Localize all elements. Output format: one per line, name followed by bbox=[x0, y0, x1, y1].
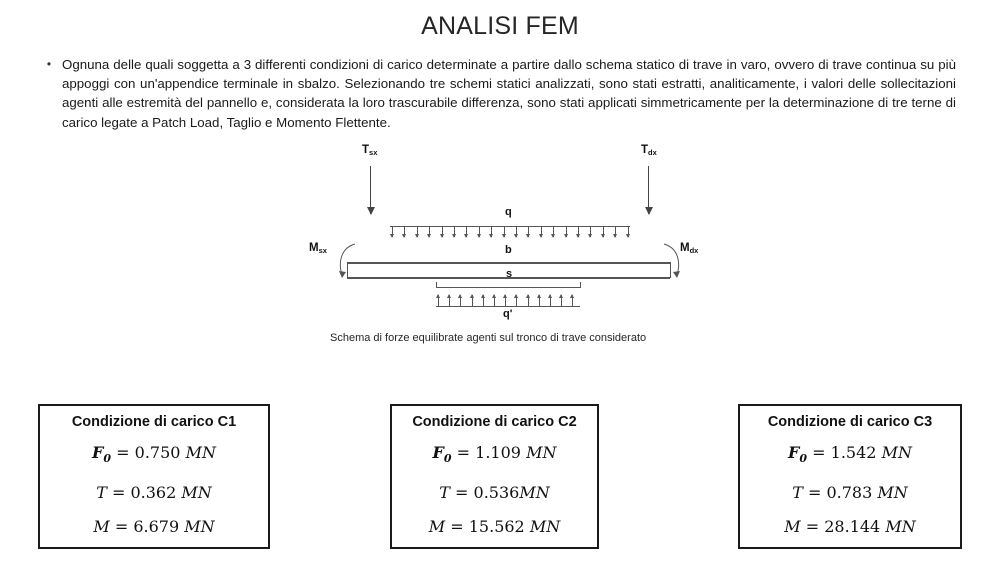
condition-f0: $F_0 = 1.542$ MN bbox=[788, 443, 912, 466]
load-conditions-group bbox=[0, 404, 1000, 556]
q-prime-load-arrow-icon bbox=[483, 295, 484, 306]
condition-m: M = 6.679 MN bbox=[93, 517, 215, 537]
q-prime-load-arrow-icon bbox=[505, 295, 506, 306]
q-load-arrow-icon bbox=[603, 226, 604, 237]
s-span-left-tick bbox=[436, 282, 437, 288]
label-t-left: $T_{sx}$ bbox=[362, 143, 378, 157]
q-load-arrow-icon bbox=[429, 226, 430, 237]
q-prime-load-arrow-icon bbox=[528, 295, 529, 306]
diagram-caption: Schema di forze equilibrate agenti sul tronco di trave considerato bbox=[330, 331, 647, 344]
bullet-text: Ognuna delle quali soggetta a 3 differenti condizioni di carico determinate a partire dallo schema statico di trave in varo, ovvero di trave continua su più appoggi con un'appendice terminale in sbalzo. Selezionando tre schemi statici analizzati, sono stati estratti, analiticamente, i valori delle sollecitazioni agenti alle estremità del pannello e, considerata la loro trascurabile differenza, sono stati applicati simmetricamente per la determinazione di tre terne di carico legate a Patch Load, Taglio e Momento Flettente. bbox=[62, 57, 956, 130]
label-q-prime: q' bbox=[503, 307, 513, 320]
label-b: b bbox=[505, 243, 512, 256]
q-load-arrow-icon bbox=[590, 226, 591, 237]
q-load-arrow-icon bbox=[479, 226, 480, 237]
q-prime-load-arrow-icon bbox=[539, 295, 540, 306]
condition-title: Condizione di carico C1 bbox=[71, 414, 237, 430]
q-load-arrow-icon bbox=[417, 226, 418, 237]
condition-title: Condizione di carico C2 bbox=[412, 414, 577, 430]
beam-top-line bbox=[347, 262, 670, 264]
arrow-t-left-icon bbox=[370, 166, 371, 214]
q-load-arrow-icon bbox=[566, 226, 567, 237]
condition-box-c1 bbox=[38, 404, 270, 549]
label-m-right: $M_{dx}$ bbox=[680, 241, 699, 255]
q-load-arrow-icon bbox=[528, 226, 529, 237]
label-t-right: $T_{dx}$ bbox=[641, 143, 657, 157]
q-prime-load-arrow-icon bbox=[472, 295, 473, 306]
s-span-right-tick bbox=[580, 282, 581, 288]
label-q: q bbox=[505, 205, 512, 218]
condition-m: M = 15.562 MN bbox=[428, 517, 561, 537]
q-prime-load-arrow-icon bbox=[516, 295, 517, 306]
q-load-arrow-icon bbox=[578, 226, 579, 237]
q-load-arrow-icon bbox=[404, 226, 405, 237]
q-prime-load-arrow-icon bbox=[460, 295, 461, 306]
q-load-arrow-icon bbox=[392, 226, 393, 237]
condition-f0: $F_0 = 1.109$ MN bbox=[432, 443, 557, 466]
condition-f0: $F_0 = 0.750$ MN bbox=[92, 443, 216, 466]
q-prime-load-arrow-icon bbox=[449, 295, 450, 306]
q-load-arrow-icon bbox=[491, 226, 492, 237]
q-load-arrow-icon bbox=[516, 226, 517, 237]
condition-m: M = 28.144 MN bbox=[784, 517, 916, 537]
bullet-paragraph bbox=[36, 55, 970, 132]
bullet-marker: • bbox=[46, 57, 52, 71]
s-span-line bbox=[436, 287, 580, 288]
condition-t: T = 0.536MN bbox=[439, 483, 550, 503]
beam-force-diagram bbox=[0, 144, 1000, 354]
q-load-arrow-icon bbox=[454, 226, 455, 237]
q-prime-load-arrow-icon bbox=[550, 295, 551, 306]
condition-box-c3 bbox=[738, 404, 962, 549]
condition-box-c2 bbox=[390, 404, 599, 549]
q-prime-load-arrow-icon bbox=[572, 295, 573, 306]
page-title: ANALISI FEM bbox=[421, 12, 579, 40]
q-prime-load-arrow-icon bbox=[561, 295, 562, 306]
q-load-arrow-icon bbox=[553, 226, 554, 237]
label-m-left: $M_{sx}$ bbox=[309, 241, 327, 255]
label-s: s bbox=[506, 267, 513, 280]
q-load-arrow-icon bbox=[628, 226, 629, 237]
q-prime-load-arrow-icon bbox=[438, 295, 439, 306]
q-load-arrow-icon bbox=[504, 226, 505, 237]
q-load-arrow-icon bbox=[541, 226, 542, 237]
q-load-arrow-icon bbox=[442, 226, 443, 237]
condition-t: T = 0.783 MN bbox=[792, 483, 908, 503]
q-load-arrow-icon bbox=[466, 226, 467, 237]
beam-left-edge bbox=[347, 262, 348, 278]
q-load-line bbox=[390, 226, 630, 227]
q-prime-load-line bbox=[436, 306, 580, 307]
beam-right-edge bbox=[670, 262, 671, 278]
q-prime-load-arrow-icon bbox=[494, 295, 495, 306]
condition-t: T = 0.362 MN bbox=[96, 483, 212, 503]
condition-title: Condizione di carico C3 bbox=[767, 414, 933, 430]
q-load-arrow-icon bbox=[615, 226, 616, 237]
arrow-t-right-icon bbox=[648, 166, 649, 214]
